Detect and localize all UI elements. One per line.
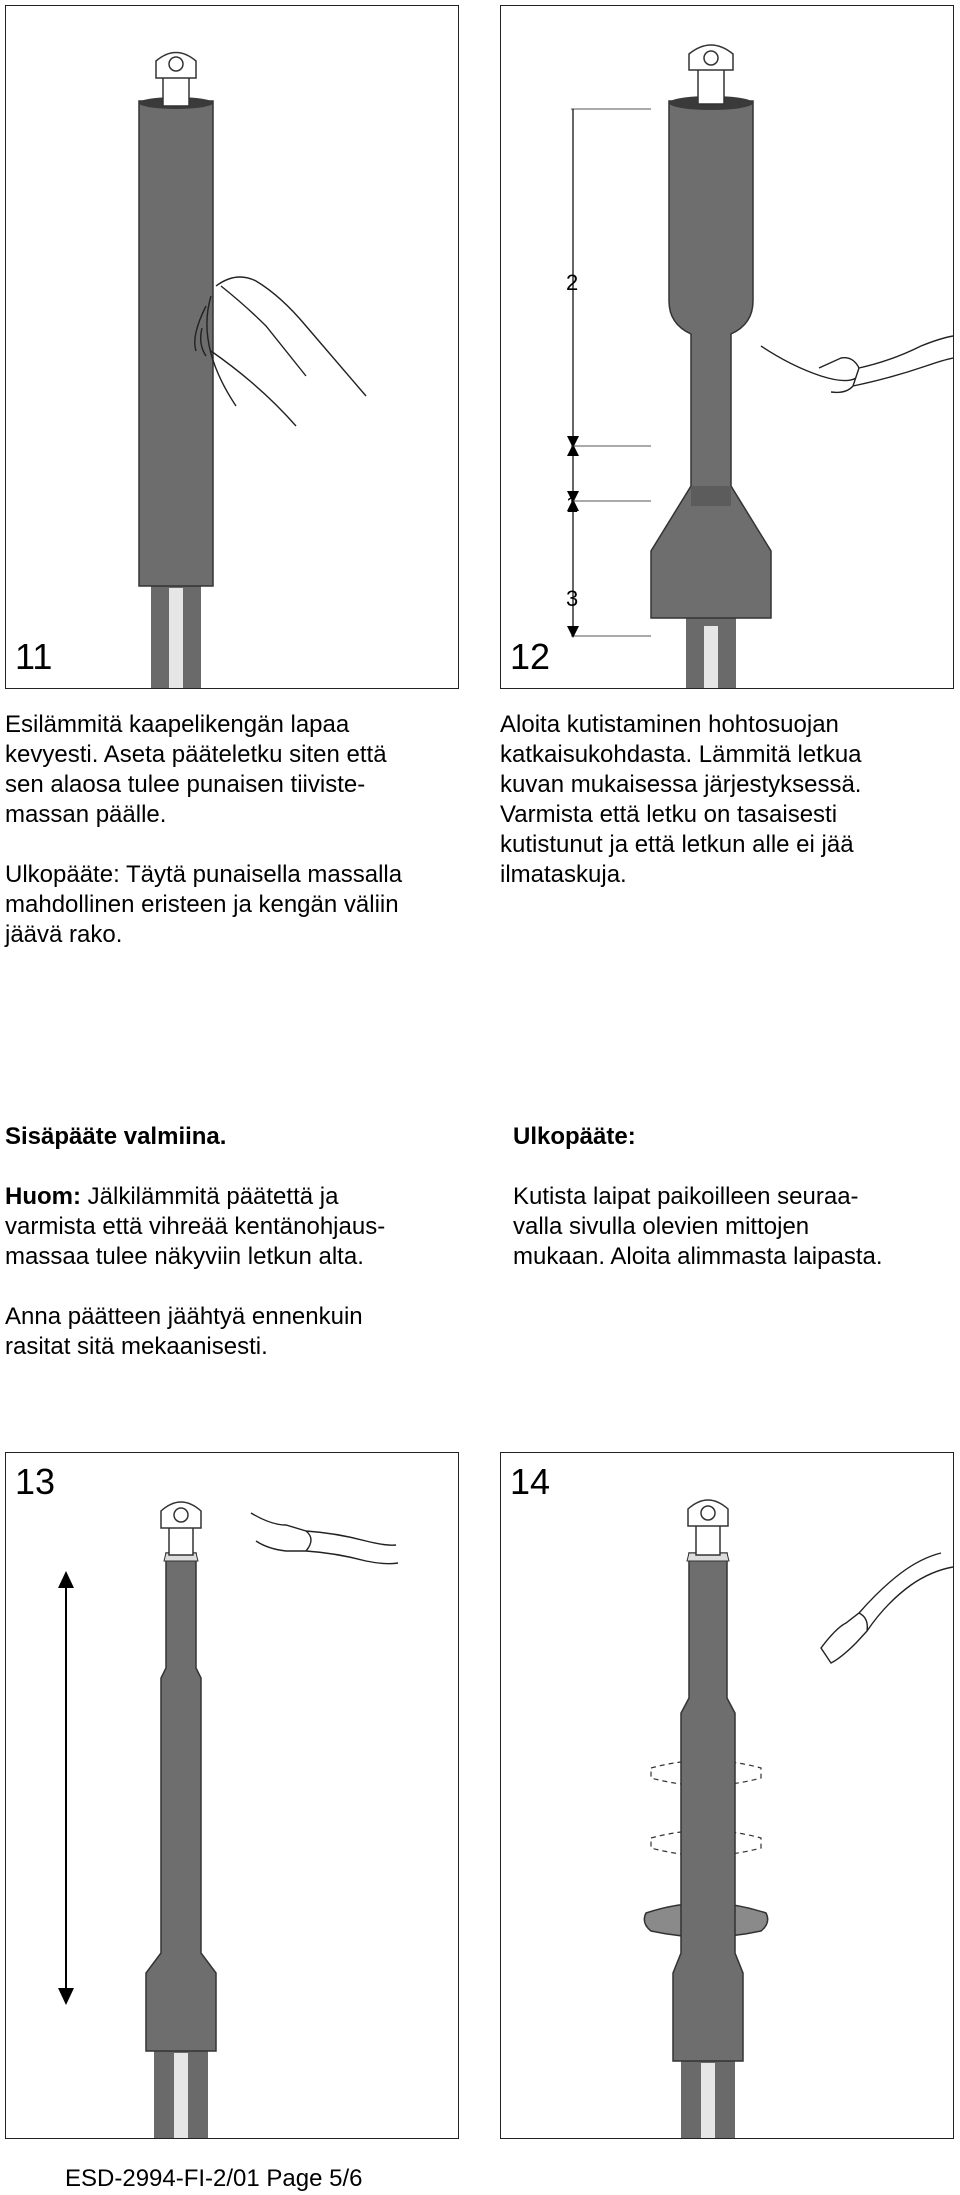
text-line: mahdollinen eristeen ja kengän väliin [5, 891, 399, 918]
text-line: katkaisukohdasta. Lämmitä letkua [500, 741, 862, 768]
text-line: sen alaosa tulee punaisen tiiviste- [5, 771, 366, 798]
figure-step-12 [500, 5, 954, 689]
step-13-number: 13 [15, 1461, 56, 1502]
text-line: valla sivulla olevien mittojen [513, 1213, 810, 1240]
text-line: kevyesti. Aseta pääteletku siten että [5, 741, 387, 768]
figure-step-11 [5, 5, 459, 689]
step-14-illustration [501, 1453, 953, 2138]
text-line: Jälkilämmitä päätettä ja [80, 1183, 339, 1210]
step-13-illustration [6, 1453, 458, 2138]
outdoor-title: Ulkopääte: [513, 1123, 636, 1150]
step-11-illustration [6, 6, 458, 688]
figure-step-14 [500, 1452, 954, 2139]
text-line: varmista että vihreää kentänohjaus- [5, 1213, 386, 1240]
step-12-text [500, 710, 950, 890]
text-line: Ulkopääte: Täytä punaisella massalla [5, 861, 403, 888]
text-line: massan päälle. [5, 801, 167, 828]
text-line: kuvan mukaisessa järjestyksessä. [500, 771, 862, 798]
text-line: Kutista laipat paikoilleen seuraa- [513, 1183, 859, 1210]
indoor-complete-note [5, 1122, 455, 1362]
outdoor-note [513, 1122, 953, 1272]
text-line: kutistunut ja että letkun alle ei jää [500, 831, 854, 858]
step-14-number: 14 [510, 1461, 551, 1502]
text-line: Aloita kutistaminen hohtosuojan [500, 711, 839, 738]
dim-label-2: 2 [566, 270, 579, 295]
indoor-complete-title: Sisäpääte valmiina. [5, 1123, 227, 1150]
text-line: jäävä rako. [5, 921, 123, 948]
text-line: rasitat sitä mekaanisesti. [5, 1333, 268, 1360]
dim-label-1: 1 [566, 492, 579, 517]
text-line: Varmista että letku on tasaisesti [500, 801, 838, 828]
step-11-number: 11 [15, 636, 53, 677]
figure-step-13 [5, 1452, 459, 2139]
dim-label-3: 3 [566, 586, 579, 611]
text-line: Anna päätteen jäähtyä ennenkuin [5, 1303, 363, 1330]
page-footer: ESD-2994-FI-2/01 Page 5/6 [65, 2165, 363, 2192]
step-12-number: 12 [510, 636, 551, 677]
text-line: mukaan. Aloita alimmasta laipasta. [513, 1243, 883, 1270]
huom-label: Huom: [5, 1183, 81, 1210]
text-line: massaa tulee näkyviin letkun alta. [5, 1243, 364, 1270]
text-line: Esilämmitä kaapelikengän lapaa [5, 711, 350, 738]
text-line: ilmataskuja. [500, 861, 627, 888]
step-11-text [5, 710, 455, 950]
